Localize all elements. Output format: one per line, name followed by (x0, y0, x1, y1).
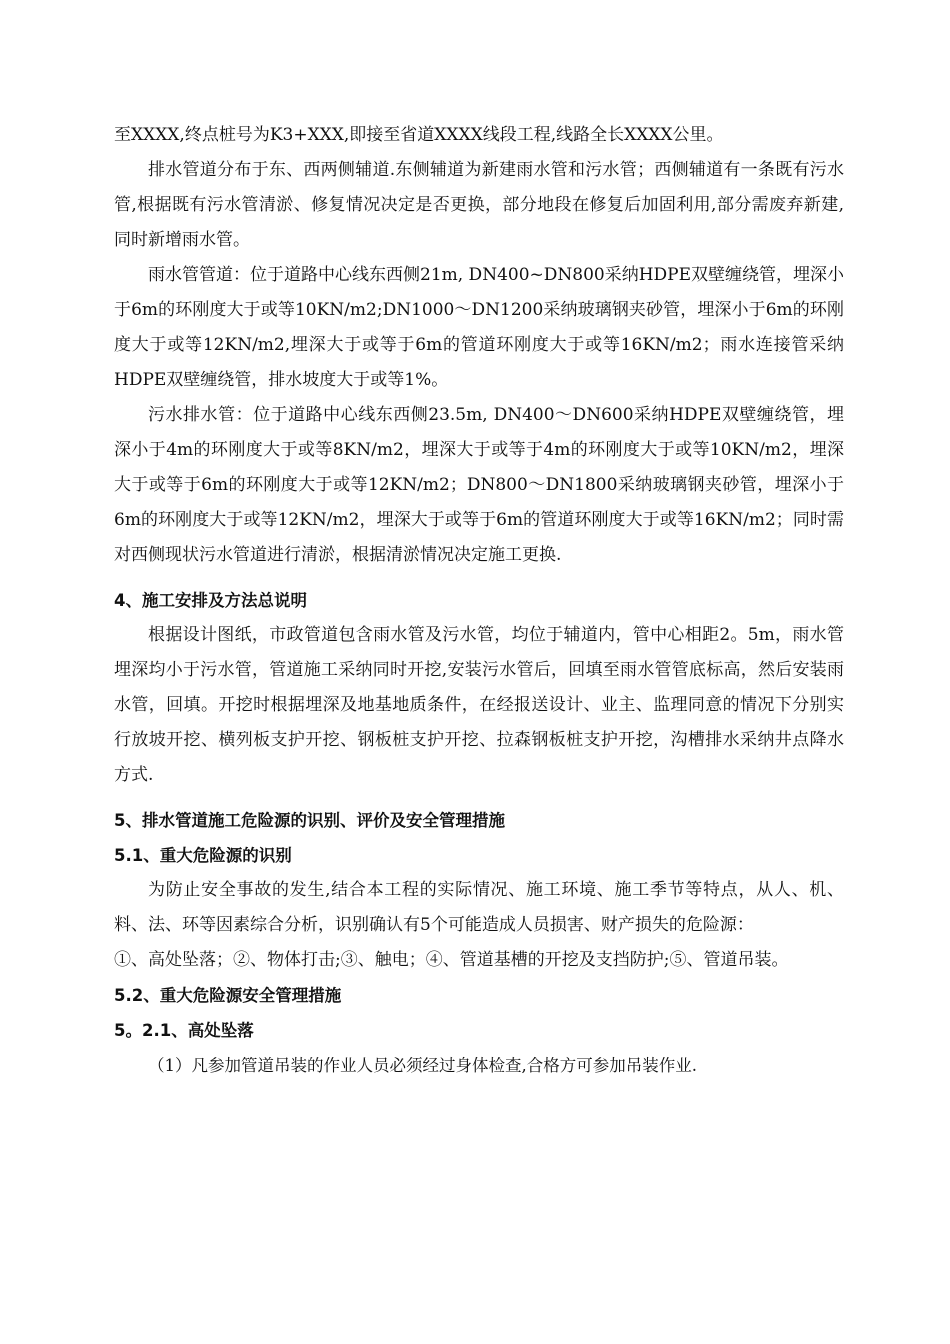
heading-section-5-2-1: 5。2.1、高处坠落 (114, 1021, 254, 1040)
paragraph-section-4: 根据设计图纸，市政管道包含雨水管及污水管，均位于辅道内，管中心相距2。5m，雨水管埋深均小于污水管，管道施工采纳同时开挖,安装污水管后，回填至雨水管管底标高，然后安装雨水管，回填。开挖时根据埋深及地基地质条件，在经报送设计、业主、监理同意的情况下分别实行放坡开挖、横列板支护开挖、钢板桩支护开挖、拉森钢板桩支护开挖，沟槽排水采纳井点降水方式. (114, 625, 844, 785)
paragraph-drainage-distribution: 排水管道分布于东、西两侧辅道.东侧辅道为新建雨水管和污水管；西侧辅道有一条既有污水管,根据既有污水管清淤、修复情况决定是否更换，部分地段在修复后加固利用,部分需废弃新建,同时新增雨水管。 (114, 160, 844, 250)
paragraph-sewage-pipe: 污水排水管：位于道路中心线东西侧23.5m, DN400～DN600采纳HDPE双壁缠绕管，埋深小于4m的环刚度大于或等8KN/m2，埋深大于或等于4m的环刚度大于或等10KN/m2，埋深大于或等于6m的环刚度大于或等12KN/m2；DN800～DN1800采纳玻璃钢夹砂管，埋深小于6m的环刚度大于或等12KN/m2，埋深大于或等于6m的管道环刚度大于或等16KN/m2；同时需对西侧现状污水管道进行清淤，根据清淤情况决定施工更换. (114, 405, 844, 565)
paragraph-rain-pipe: 雨水管管道：位于道路中心线东西侧21m, DN400~DN800采纳HDPE双壁缠绕管，埋深小于6m的环刚度大于或等10KN/m2;DN1000～DN1200采纳玻璃钢夹砂管，埋深小于6m的环刚度大于或等12KN/m2,埋深大于或等于6m的管道环刚度大于或等16KN/m2；雨水连接管采纳HDPE双壁缠绕管，排水坡度大于或等1%。 (114, 265, 845, 390)
heading-section-5-1: 5.1、重大危险源的识别 (114, 846, 292, 865)
heading-section-4: 4、施工安排及方法总说明 (114, 591, 307, 610)
paragraph-section-5-1: 为防止安全事故的发生,结合本工程的实际情况、施工环境、施工季节等特点，从人、机、料、法、环等因素综合分析，识别确认有5个可能造成人员损害、财产损失的危险源： (114, 880, 844, 935)
heading-section-5-2: 5.2、重大危险源安全管理措施 (114, 986, 342, 1005)
heading-section-5: 5、排水管道施工危险源的识别、评价及安全管理措施 (114, 811, 505, 830)
list-item-1: （1）凡参加管道吊装的作业人员必须经过身体检查,合格方可参加吊装作业. (148, 1056, 697, 1075)
document-body (114, 118, 844, 1083)
paragraph-hazard-list: ①、高处坠落；②、物体打击;③、触电；④、管道基槽的开挖及支挡防护;⑤、管道吊装。 (114, 950, 789, 970)
paragraph-intro-tail: 至XXXX,终点桩号为K3+XXX,即接至省道XXXX线段工程,线路全长XXXX公里。 (114, 125, 724, 145)
